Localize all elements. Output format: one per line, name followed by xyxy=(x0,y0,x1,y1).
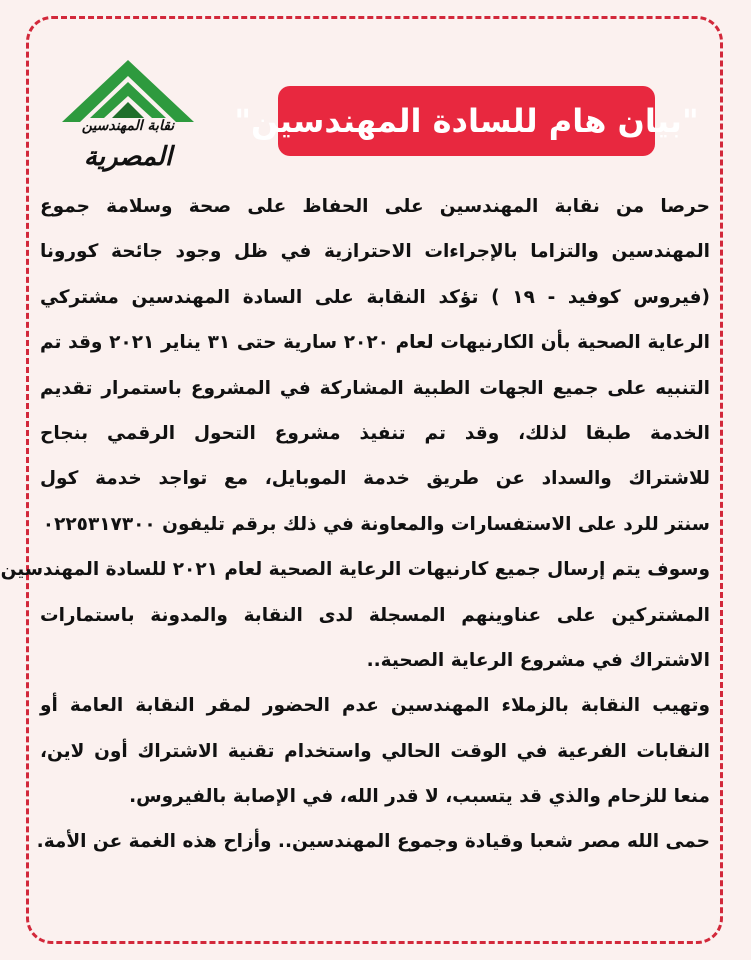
body-line: التنبيه على جميع الجهات الطبية المشاركة في المشروع باستمرار تقديم xyxy=(40,377,710,399)
body-line: المهندسين والتزاما بالإجراءات الاحترازية في ظل وجود جائحة كورونا xyxy=(40,241,710,263)
body-line: المشتركين على عناوينهم المسجلة لدى النقابة والمدونة باستمارات xyxy=(40,604,710,626)
statement-title: "بيان هام للسادة المهندسين" xyxy=(278,86,655,156)
body-line: منعا للزحام والذي قد يتسبب، لا قدر الله، في الإصابة بالفيروس. xyxy=(129,786,710,808)
logo-top-text: نقابة المهندسين xyxy=(81,118,175,134)
statement-body xyxy=(0,184,710,865)
body-line: النقابات الفرعية في الوقت الحالي واستخدام تقنية الاشتراك أون لاين، xyxy=(40,740,710,762)
syndicate-logo xyxy=(62,60,194,178)
body-line: وسوف يتم إرسال جميع كارنيهات الرعاية الصحية لعام ٢٠٢١ للسادة المهندسين xyxy=(0,559,710,581)
body-line: الرعاية الصحية بأن الكارنيهات لعام ٢٠٢٠ سارية حتى ٣١ يناير ٢٠٢١ وقد تم xyxy=(40,332,710,354)
body-line: الاشتراك في مشروع الرعاية الصحية.. xyxy=(366,649,710,671)
body-line: حرصا من نقابة المهندسين على الحفاظ على صحة وسلامة جموع xyxy=(40,196,710,217)
body-line: (فيروس كوفيد - ١٩ ) تؤكد النقابة على السادة المهندسين مشتركي xyxy=(40,286,710,308)
body-line: حمى الله مصر شعبا وقيادة وجموع المهندسين.. وأزاح هذه الغمة عن الأمة. xyxy=(36,831,710,853)
body-line: سنتر للرد على الاستفسارات والمعاونة في ذلك برقم تليفون ٠٢٢٥٣١٧٣٠٠ xyxy=(42,513,710,535)
body-line: الخدمة طبقا لذلك، وقد تم تنفيذ مشروع التحول الرقمي بنجاح xyxy=(40,422,710,444)
body-line: وتهيب النقابة بالزملاء المهندسين عدم الحضور لمقر النقابة العامة أو xyxy=(40,695,710,717)
logo-bottom-text: المصرية xyxy=(83,142,173,172)
body-line: للاشتراك والسداد عن طريق خدمة الموبايل، مع تواجد خدمة كول xyxy=(40,468,710,490)
